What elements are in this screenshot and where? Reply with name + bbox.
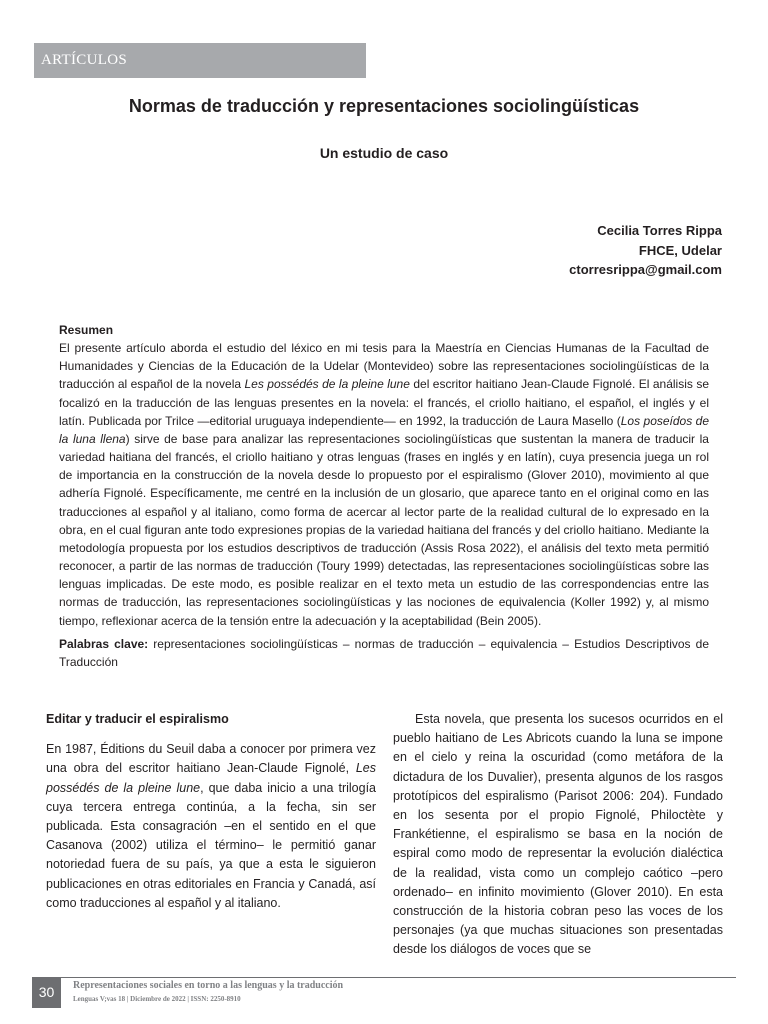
- abstract-heading: Resumen: [59, 323, 114, 337]
- author-email: ctorresrippa@gmail.com: [569, 262, 722, 277]
- section-label: ARTÍCULOS: [34, 43, 366, 78]
- section-heading: Editar y traducir el espiralismo: [46, 712, 229, 726]
- novel-title: Les possédés de la pleine lune: [46, 761, 376, 795]
- body-column-right: [393, 710, 723, 960]
- translated-title: Los poseídos de la luna llena: [59, 413, 709, 446]
- keywords: [59, 635, 709, 671]
- footer-divider: [32, 977, 736, 978]
- abstract-text-part: del escritor haitiano Jean-Claude Fignolé. El análisis se focalizó en la traducción de las lenguas presentes en la novela: el francés, el criollo haitiano, el español, el inglés y el latín. Publicada por Trilce —editorial uruguaya independiente— en 1992, la traducción de Laura Masello (: [59, 377, 709, 428]
- abstract: [59, 321, 709, 671]
- journal-meta: Lenguas V;vas 18 | Diciembre de 2022 | ISSN: 2250-8910: [73, 995, 241, 1003]
- page-number: 30: [32, 977, 61, 1008]
- body-paragraph: [46, 740, 376, 913]
- article-subtitle: Un estudio de caso: [319, 145, 449, 161]
- keywords-text: representaciones sociolingüísticas – normas de traducción – equivalencia – Estudios Descriptivos de Traducción: [59, 636, 709, 669]
- abstract-text: [59, 339, 709, 630]
- author-affiliation: FHCE, Udelar: [638, 242, 722, 258]
- author-name: Cecilia Torres Rippa: [597, 223, 722, 238]
- abstract-text-part: ) sirve de base para analizar las representaciones sociolingüísticas que sustentan la manera de traducir la variedad haitiana del francés, el criollo haitiano y otras lenguas (frases en inglés y en latín), cuya presencia juega un rol de importancia en la construcción de la novela desde lo propuesto por el espiralismo (Glover 2010), movimiento al que adhería Fignolé. Específicamente, me centré en la inclusión de un glosario, que aparece tanto en el original como en las traducciones al español y al italiano, como forma de acercar al lector parte de la realidad cultural de lo expresado en la obra, en el cual figuran ante todo expresiones propias de la variedad haitiana del francés y del criollo haitiano. Mediante la metodología propuesta por los estudios descriptivos de traducción (Assis Rosa 2022), el análisis del texto meta permitió reconocer, a partir de las normas de traducción (Toury 1999) detectadas, las representaciones sociolingüísticas sobre las lenguas implicadas. De este modo, es posible realizar en el texto meta un estudio de las correspondencias entre las normas de traducción, las representaciones sociolingüísticas y las nociones de equivalencia (Koller 1992) y, al mismo tiempo, reflexionar acerca de la tensión entre la adecuación y la aceptabilidad (Bein 2005).: [59, 431, 709, 628]
- body-paragraph: Esta novela, que presenta los sucesos ocurridos en el pueblo haitiano de Les Abricots cuando la luna se impone en el cielo y reina la oscuridad (como metáfora de la dictadura de los Duvalier), presenta algunos de los rasgos prototípicos del espiralismo (Parisot 2006: 204). Fundado en los sesenta por el propio Fignolé, Philoctète y Frankétienne, el espiralismo se basa en la noción de espiral como modo de representar la evolución dialéctica de la realidad, vista como un complejo caótico –pero ordenado– en infinito movimiento (Glover 2010). En esta construcción de la historia cobran peso las voces de los personajes (ya que muchas situaciones son presentadas desde los diálogos de voces que se: [393, 712, 723, 957]
- author-block: [569, 221, 722, 280]
- body-column-left: [46, 710, 376, 913]
- body-text-part: En 1987, Éditions du Seuil daba a conocer por primera vez una obra del escritor haitiano Jean-Claude Fignolé,: [46, 742, 376, 776]
- keywords-label: Palabras clave:: [59, 636, 149, 651]
- abstract-text-part: El presente artículo aborda el estudio del léxico en mi tesis para la Maestría en Ciencias Humanas de la Facultad de Humanidades y Ciencias de la Educación de la Udelar (Montevideo) sobre las representaciones sociolingüísticas de la traducción al español de la novela: [59, 341, 709, 392]
- body-text-part: , que daba inicio a una trilogía cuya tercera entrega continúa, a la fecha, sin ser publicada. Esta consagración –en el sentido en el que Casanova (2002) utiliza el término– le permitió ganar notoriedad fuera de su país, ya que a esta le siguieron publicaciones en otras editoriales en Francia y Canadá, así como traducciones al español y al italiano.: [46, 780, 376, 910]
- article-title: Normas de traducción y representaciones sociolingüísticas: [128, 96, 640, 116]
- novel-title: Les possédés de la pleine lune: [244, 377, 410, 392]
- journal-title: Representaciones sociales en torno a las lenguas y la traducción: [73, 980, 344, 991]
